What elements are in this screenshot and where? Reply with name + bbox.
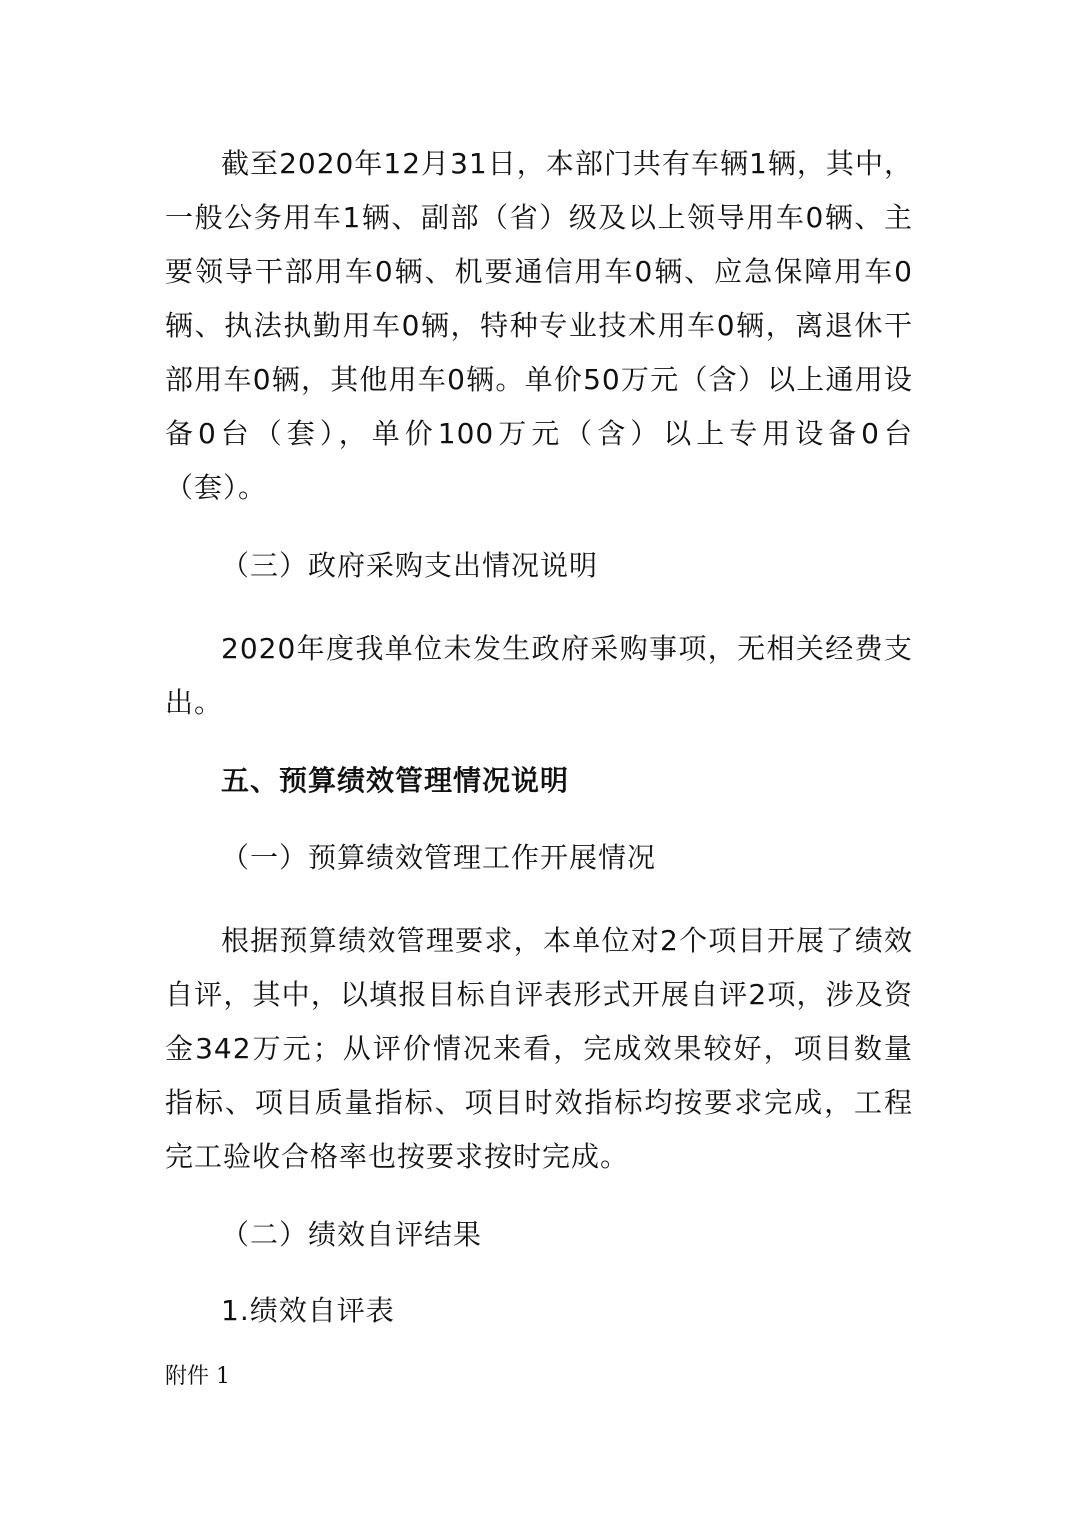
self-evaluation-results-subheading: （二）绩效自评结果 [221, 1218, 483, 1251]
vehicle-assets-paragraph: 截至2020年12月31日，本部门共有车辆1辆，其中，一般公务用车1辆、副部（省）级及以上领导用车0辆、主要领导干部用车0辆、机要通信用车0辆、应急保障用车0辆、执法执勤用车0辆，特种专业技术用车0辆，离退休干部用车0辆，其他用车0辆。单价50万元（含）以上通用设备0台（套），单价100万元（含）以上专用设备0台（套）。 [165, 147, 913, 504]
self-evaluation-table-item: 1.绩效自评表 [221, 1294, 395, 1327]
performance-management-subheading: （一）预算绩效管理工作开展情况 [221, 841, 657, 874]
government-procurement-paragraph: 2020年度我单位未发生政府采购事项，无相关经费支出。 [165, 632, 913, 719]
attachment-label: 附件 1 [165, 1364, 230, 1389]
government-procurement-heading: （三）政府采购支出情况说明 [221, 549, 599, 582]
section-five-heading: 五、预算绩效管理情况说明 [221, 764, 570, 797]
performance-management-paragraph: 根据预算绩效管理要求，本单位对2个项目开展了绩效自评，其中，以填报目标自评表形式开展自评2项，涉及资金342万元；从评价情况来看，完成效果较好，项目数量指标、项目质量指标、项目时效指标均按要求完成，工程完工验收合格率也按要求按时完成。 [165, 924, 913, 1173]
